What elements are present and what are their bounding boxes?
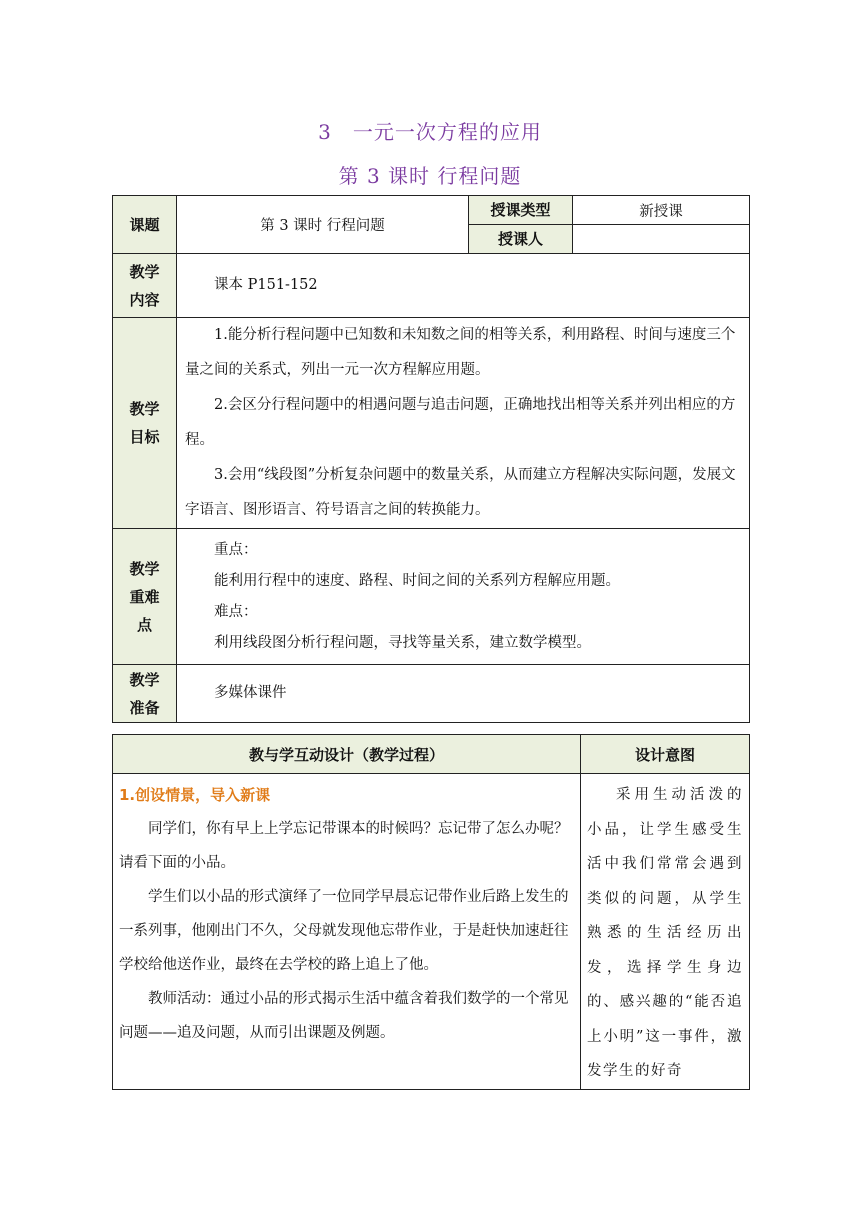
teacher-label: 授课人	[469, 225, 573, 254]
content-label	[113, 254, 177, 318]
prep-label-line: 准备	[129, 698, 160, 717]
intent-content	[581, 774, 750, 1090]
teacher-value	[573, 225, 750, 254]
goal-item: 3.会用“线段图”分析复杂问题中的数量关系，从而建立方程解决实际问题，发展文字语言、图形语言、符号语言之间的转换能力。	[185, 467, 736, 518]
lesson-type-value: 新授课	[573, 196, 750, 225]
topic-value: 第 3 课时 行程问题	[177, 196, 469, 254]
goals-list	[177, 318, 750, 529]
content-label-line: 内容	[129, 290, 160, 309]
prep-value	[177, 665, 750, 723]
prep-text: 多媒体课件	[214, 685, 287, 701]
content-label-line: 教学	[129, 262, 160, 281]
process-header: 教与学互动设计（教学过程）	[113, 735, 581, 774]
prep-label	[113, 665, 177, 723]
goals-label-line: 教学	[129, 400, 160, 418]
content-value	[177, 254, 750, 318]
keypoint-heading: 重点：	[214, 541, 258, 558]
keypoints-label-line: 重难	[129, 587, 160, 606]
topic-label: 课题	[113, 196, 177, 254]
keypoints-label-line: 点	[136, 615, 152, 634]
content-text: 课本 P151-152	[214, 277, 318, 293]
goal-item: 1.能分析行程问题中已知数和未知数之间的相等关系，利用路程、时间与速度三个量之间的关系式，列出一元一次方程解应用题。	[185, 327, 736, 378]
keypoints-label-line: 教学	[129, 559, 160, 578]
lesson-info-table	[112, 195, 750, 723]
process-content	[113, 774, 581, 1090]
lesson-type-label: 授课类型	[469, 196, 573, 225]
prep-label-line: 教学	[129, 670, 160, 689]
keypoint-text: 利用线段图分析行程问题，寻找等量关系，建立数学模型。	[214, 634, 591, 651]
keypoints-label	[113, 529, 177, 665]
lesson-subtitle: 第 3 课时 行程问题	[338, 164, 522, 188]
intent-text: 采用生动活泼的小品，让学生感受生活中我们常常会遇到类似的问题，从学生熟悉的生活经历出发，选择学生身边的、感兴趣的“能否追上小明”这一事件，激发学生的好奇	[587, 787, 743, 1079]
process-paragraph: 学生们以小品的形式演绎了一位同学早晨忘记带作业后路上发生的一系列事，他刚出门不久，父母就发现他忘带作业，于是赶快加速赶往学校给他送作业，最终在去学校的路上追上了他。	[119, 889, 569, 973]
goals-label-line: 目标	[129, 428, 160, 446]
intent-header: 设计意图	[581, 735, 750, 774]
teaching-process-table	[112, 734, 750, 1090]
document-title: 3 一元一次方程的应用	[318, 120, 542, 144]
keypoints-list	[177, 529, 750, 665]
keypoint-heading: 难点：	[214, 603, 258, 620]
keypoint-text: 能利用行程中的速度、路程、时间之间的关系列方程解应用题。	[214, 572, 620, 589]
section-title: 1.创设情景，导入新课	[119, 786, 271, 804]
goal-item: 2.会区分行程问题中的相遇问题与追击问题，正确地找出相等关系并列出相应的方程。	[185, 397, 736, 448]
goals-label	[113, 318, 177, 529]
process-paragraph: 同学们，你有早上上学忘记带课本的时候吗？忘记带了怎么办呢？请看下面的小品。	[119, 821, 569, 871]
process-paragraph: 教师活动：通过小品的形式揭示生活中蕴含着我们数学的一个常见问题——追及问题，从而引出课题及例题。	[119, 991, 569, 1041]
